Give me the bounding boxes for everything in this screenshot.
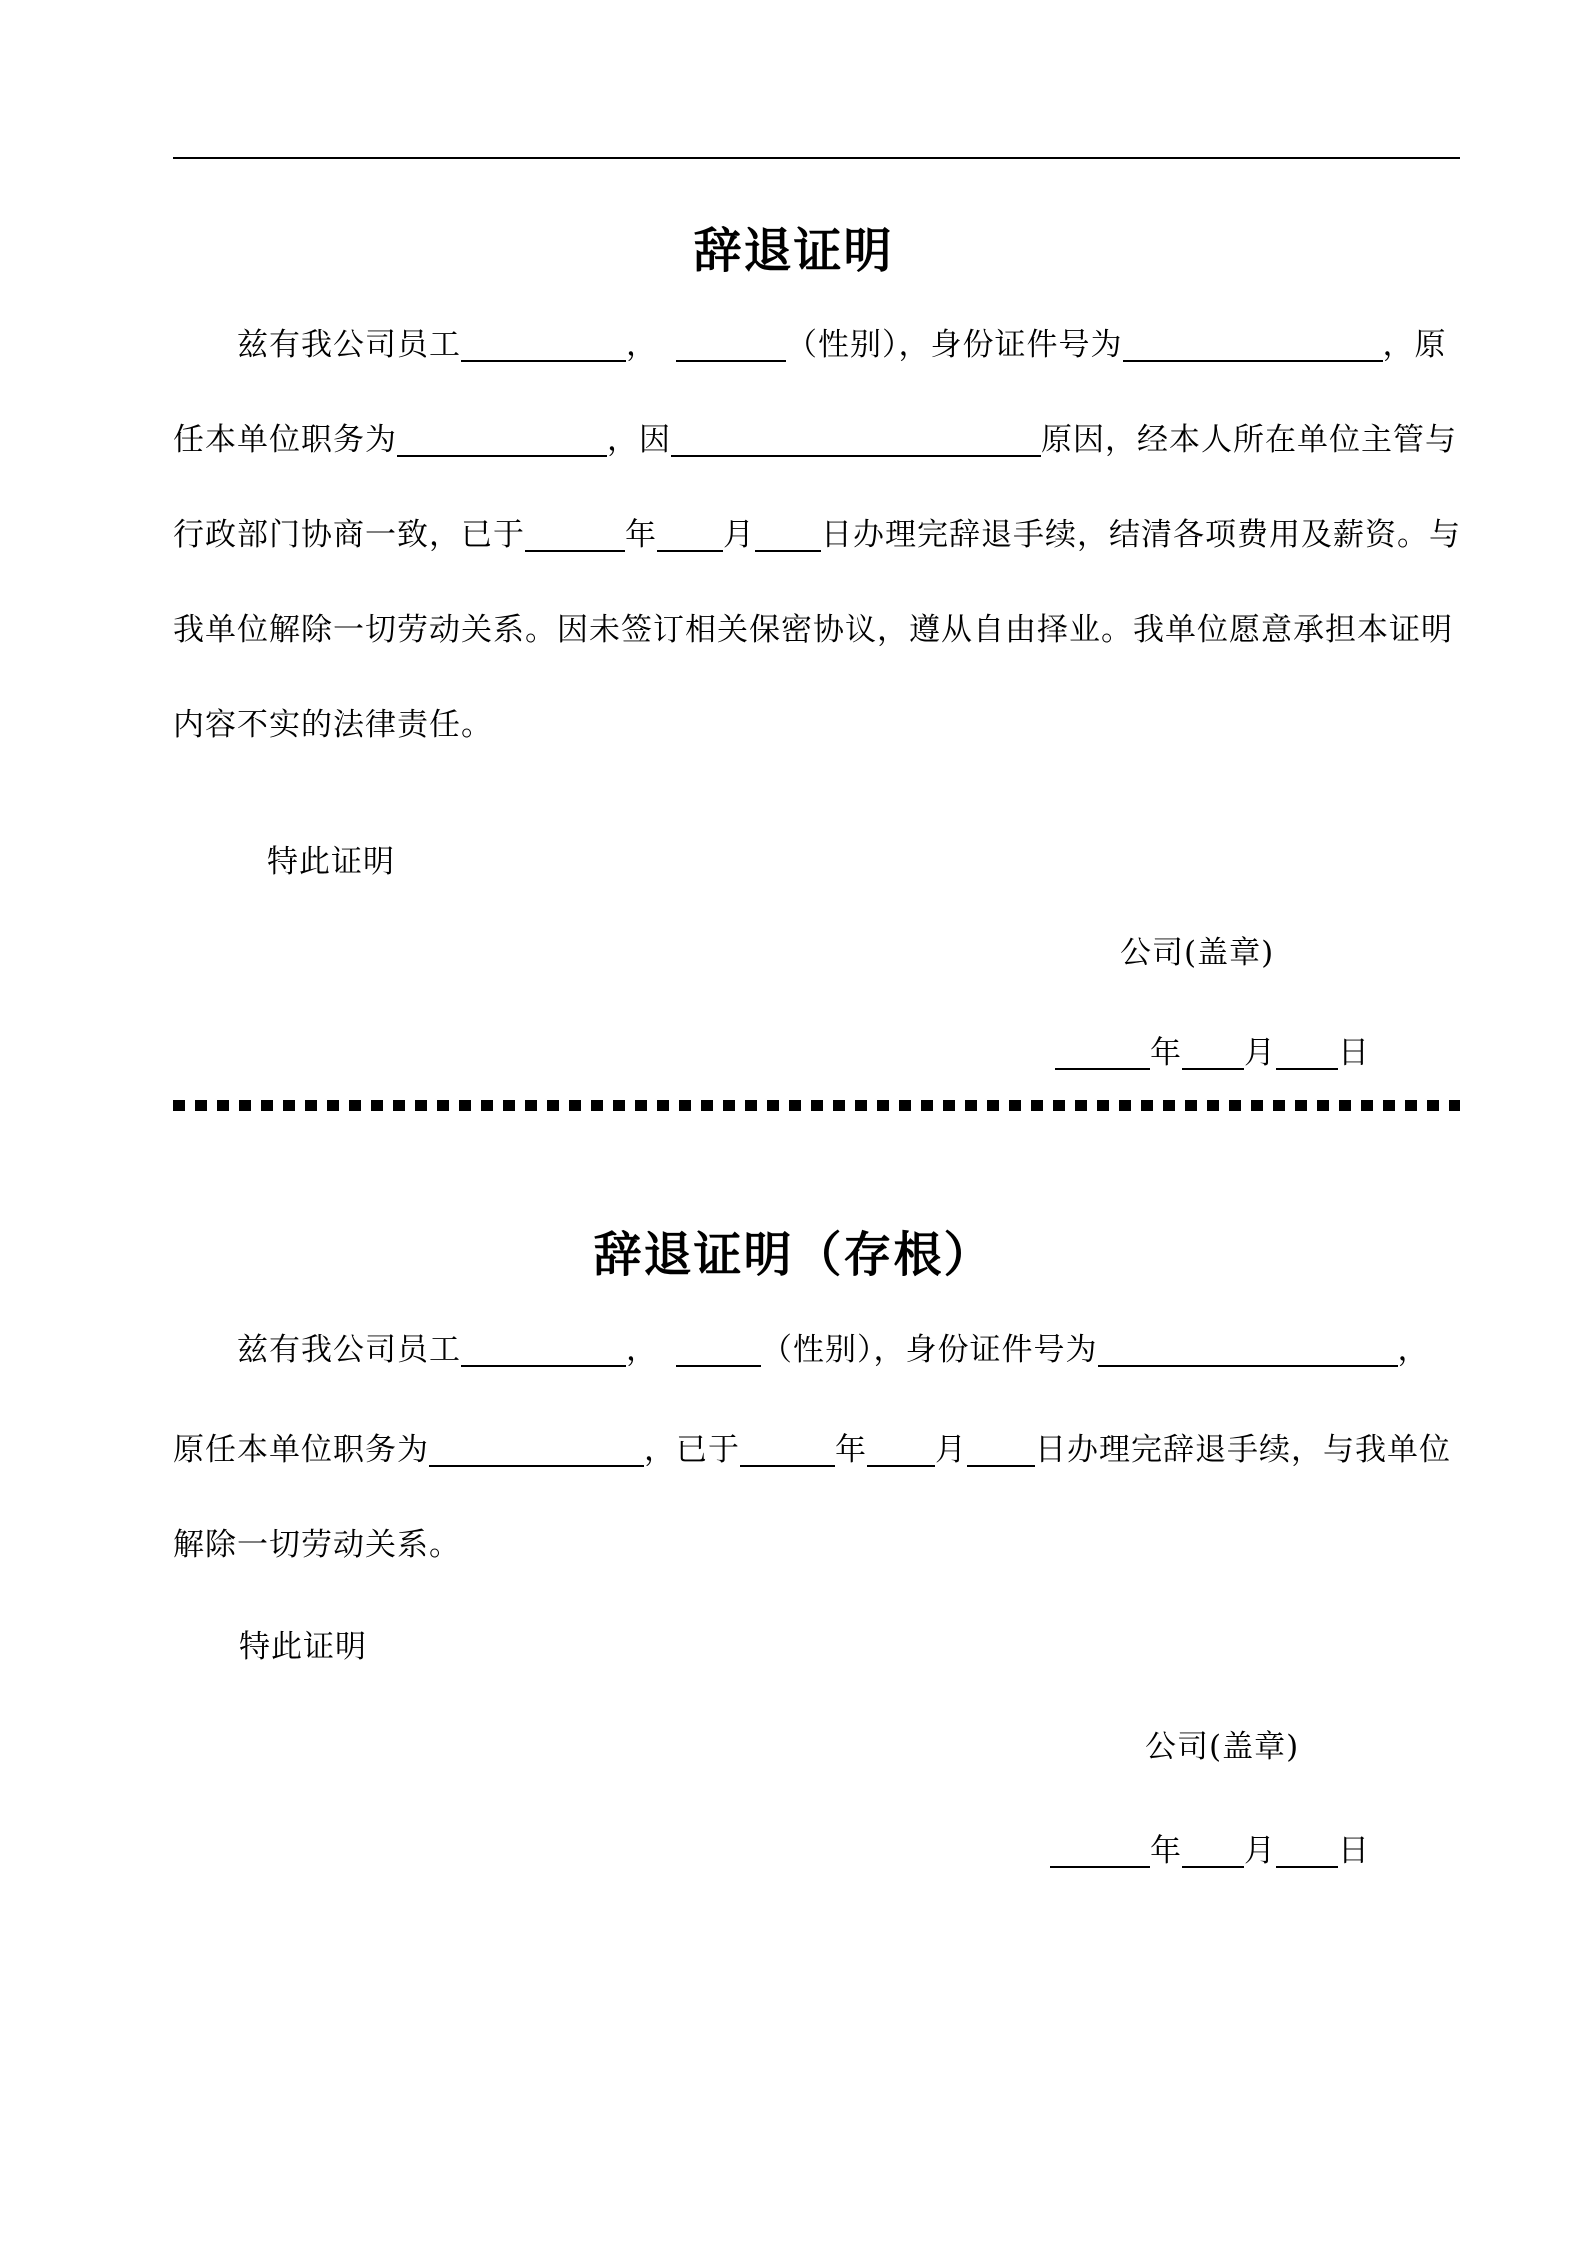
text-segment: 日办理完辞退手续，结清各项费用及薪资。与	[821, 517, 1461, 553]
blank-field[interactable]	[740, 1453, 835, 1467]
text-segment: ，已于	[644, 1432, 740, 1468]
text-segment: ，	[1397, 1332, 1430, 1368]
spacer	[173, 354, 237, 355]
text-segment: 日办理完辞退手续，与我单位	[1035, 1432, 1451, 1468]
blank-field[interactable]	[967, 1453, 1035, 1467]
text-segment: 年	[835, 1432, 867, 1468]
blank-field[interactable]	[397, 443, 607, 457]
blank-field[interactable]	[1276, 1056, 1338, 1070]
text-segment: 年	[1150, 1833, 1182, 1869]
text-segment: 解除一切劳动关系。	[173, 1527, 461, 1563]
text-segment: 年	[625, 517, 657, 553]
text-segment: 月	[935, 1432, 967, 1468]
text-segment: 行政部门协商一致，已于	[173, 517, 525, 553]
spacer	[658, 354, 676, 355]
form-line	[173, 703, 1483, 747]
blank-field[interactable]	[1276, 1854, 1338, 1868]
blank-field[interactable]	[461, 348, 626, 362]
company-seal-label: 公司(盖章)	[1120, 935, 1275, 971]
text-segment: ，原	[1382, 327, 1447, 363]
hereby-note: 特此证明	[267, 844, 395, 880]
blank-field[interactable]	[755, 538, 821, 552]
date-line	[1055, 1031, 1370, 1075]
text-segment: 兹有我公司员工	[237, 327, 461, 363]
text-segment: 内容不实的法律责任。	[173, 707, 493, 743]
blank-field[interactable]	[461, 1353, 626, 1367]
blank-field[interactable]	[1182, 1056, 1244, 1070]
blank-field[interactable]	[1050, 1854, 1150, 1868]
form-line	[173, 513, 1483, 557]
text-segment: ，	[626, 1332, 658, 1368]
blank-field[interactable]	[1055, 1056, 1150, 1070]
top-rule	[173, 157, 1460, 159]
spacer	[658, 1359, 676, 1360]
section2-title: 辞退证明（存根）	[593, 1227, 994, 1283]
form-line	[173, 608, 1483, 652]
company-seal-label: 公司(盖章)	[1145, 1729, 1300, 1765]
text-segment: 月	[723, 517, 755, 553]
form-line	[173, 1523, 1483, 1567]
date-line	[1050, 1829, 1370, 1873]
blank-field[interactable]	[1098, 1353, 1398, 1367]
blank-field[interactable]	[676, 348, 786, 362]
text-segment: （性别），身份证件号为	[786, 327, 1123, 363]
text-segment: 原任本单位职务为	[173, 1432, 429, 1468]
hereby-note: 特此证明	[239, 1629, 367, 1665]
text-segment: 日	[1338, 1833, 1370, 1869]
text-segment: ，因	[607, 422, 671, 458]
text-segment: 年	[1150, 1035, 1182, 1071]
text-segment: （性别），身份证件号为	[761, 1332, 1098, 1368]
text-segment: ，	[626, 327, 658, 363]
blank-field[interactable]	[429, 1453, 644, 1467]
text-segment: 任本单位职务为	[173, 422, 397, 458]
text-segment: 兹有我公司员工	[237, 1332, 461, 1368]
text-segment: 原因，经本人所在单位主管与	[1041, 422, 1457, 458]
blank-field[interactable]	[671, 443, 1041, 457]
spacer	[173, 1359, 237, 1360]
text-segment: 日	[1338, 1035, 1370, 1071]
blank-field[interactable]	[525, 538, 625, 552]
form-line	[173, 418, 1483, 462]
form-line	[173, 1328, 1483, 1372]
dotted-separator	[173, 1100, 1460, 1111]
text-segment: 月	[1244, 1035, 1276, 1071]
text-segment: 月	[1244, 1833, 1276, 1869]
blank-field[interactable]	[676, 1353, 761, 1367]
blank-field[interactable]	[867, 1453, 935, 1467]
form-line	[173, 323, 1483, 367]
form-line	[173, 1428, 1483, 1472]
blank-field[interactable]	[1182, 1854, 1244, 1868]
blank-field[interactable]	[1123, 348, 1383, 362]
section1-title: 辞退证明	[693, 223, 894, 279]
text-segment: 我单位解除一切劳动关系。因未签订相关保密协议，遵从自由择业。我单位愿意承担本证明	[173, 612, 1453, 648]
blank-field[interactable]	[657, 538, 723, 552]
